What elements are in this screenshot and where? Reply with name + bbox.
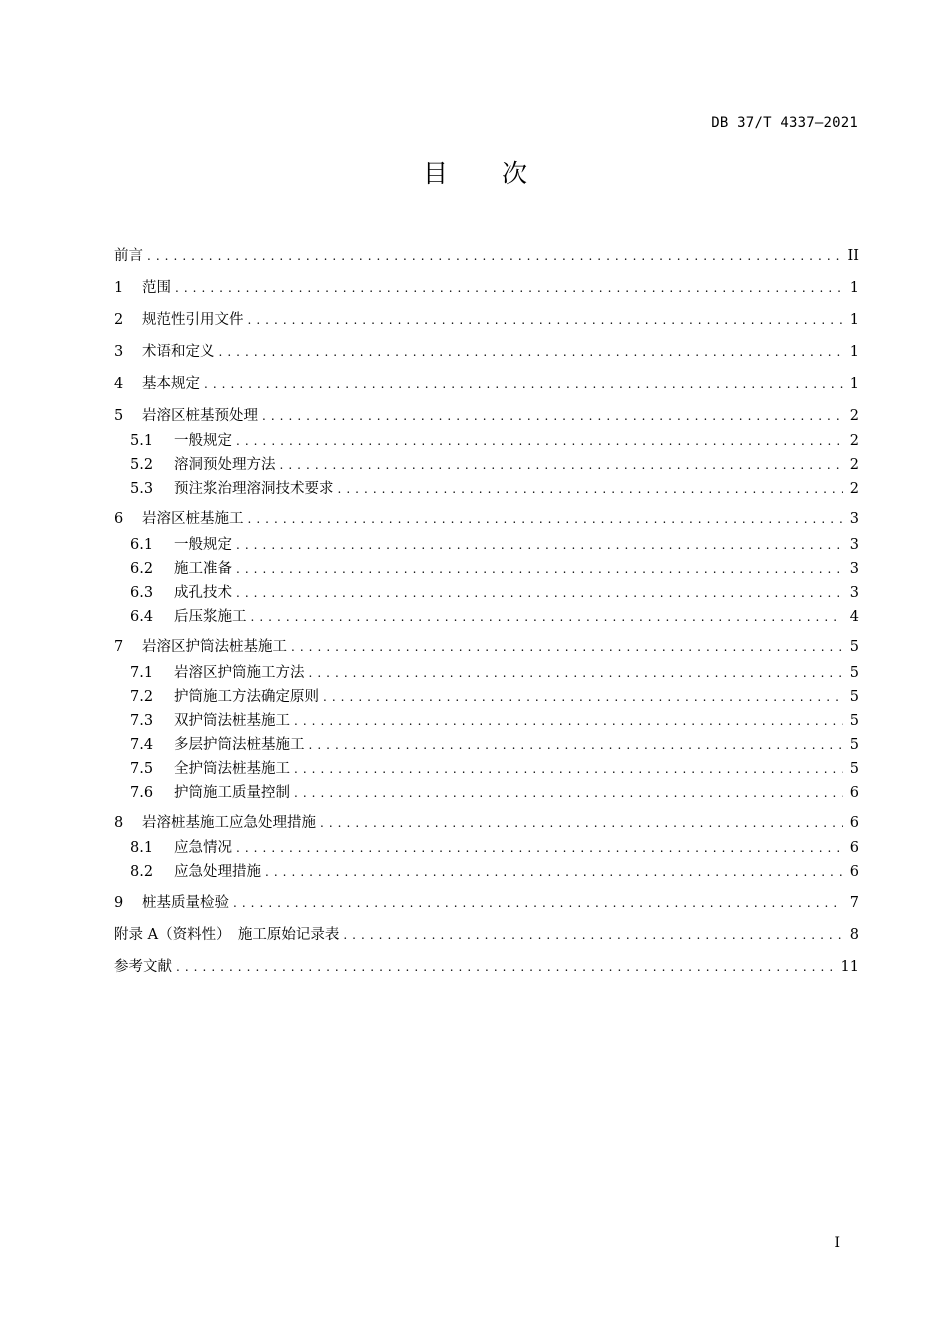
toc-entry-label: 双护筒法桩基施工	[174, 713, 290, 729]
toc-entry-page: 3	[849, 511, 859, 527]
toc-entry-number: 7.4	[130, 737, 154, 753]
toc-entry-label: 一般规定	[174, 433, 232, 449]
toc-dot-leader	[236, 838, 843, 858]
toc-dot-leader	[175, 278, 843, 298]
toc-dot-leader	[291, 637, 843, 657]
document-code: DB 37/T 4337—2021	[711, 115, 858, 131]
toc-dot-leader	[320, 813, 843, 833]
toc-entry[interactable]	[130, 783, 859, 803]
toc-dot-leader	[262, 406, 843, 426]
toc-entry-label: 基本规定	[142, 376, 200, 392]
toc-entry-label: 成孔技术	[174, 585, 232, 601]
toc-entry[interactable]	[130, 838, 859, 858]
toc-dot-leader	[236, 583, 843, 603]
toc-entry-page: 5	[849, 737, 859, 753]
toc-dot-leader	[343, 925, 843, 945]
toc-entry[interactable]	[114, 509, 859, 529]
toc-entry[interactable]	[130, 479, 859, 499]
toc-entry-page: 3	[849, 561, 859, 577]
toc-entry[interactable]	[130, 583, 859, 603]
toc-entry[interactable]	[130, 663, 859, 683]
toc-entry-page: 6	[849, 840, 859, 856]
toc-entry-label: 规范性引用文件	[142, 312, 244, 328]
toc-entry-page: II	[847, 248, 859, 264]
toc-entry-label: 后压浆施工	[174, 609, 247, 625]
toc-entry-number: 7.6	[130, 785, 154, 801]
toc-entry-number: 7.5	[130, 761, 154, 777]
toc-dot-leader	[323, 687, 843, 707]
toc-entry-page: 2	[849, 457, 859, 473]
toc-entry-number: 8	[114, 815, 124, 831]
toc-dot-leader	[219, 342, 844, 362]
toc-entry-page: 3	[849, 585, 859, 601]
toc-entry-label: 前言	[114, 248, 143, 264]
toc-entry-page: 6	[849, 864, 859, 880]
toc-entry-page: 2	[849, 481, 859, 497]
page-number: I	[834, 1235, 840, 1251]
toc-entry[interactable]	[130, 759, 859, 779]
toc-entry-label: 岩溶区护筒施工方法	[174, 665, 305, 681]
toc-entry-page: 5	[849, 761, 859, 777]
toc-entry-page: 2	[849, 433, 859, 449]
toc-dot-leader	[236, 559, 843, 579]
toc-entry-label: 附录 A（资料性） 施工原始记录表	[114, 927, 340, 943]
toc-entry-number: 1	[114, 280, 124, 296]
toc-entry-page: 1	[849, 344, 859, 360]
toc-entry-number: 3	[114, 344, 124, 360]
page-title: 目次	[422, 159, 581, 188]
toc-entry-label: 术语和定义	[142, 344, 215, 360]
toc-entry-page: 7	[849, 895, 859, 911]
toc-dot-leader	[338, 479, 844, 499]
toc-entry[interactable]	[130, 455, 859, 475]
toc-entry[interactable]	[114, 637, 859, 657]
toc-entry-number: 4	[114, 376, 124, 392]
toc-entry-label: 岩溶桩基施工应急处理措施	[142, 815, 316, 831]
toc-entry-label: 一般规定	[174, 537, 232, 553]
toc-entry[interactable]	[130, 711, 859, 731]
toc-entry-number: 6.2	[130, 561, 154, 577]
toc-entry-page: 6	[849, 785, 859, 801]
toc-entry-label: 预注浆治理溶洞技术要求	[174, 481, 334, 497]
toc-entry-label: 岩溶区护筒法桩基施工	[142, 639, 287, 655]
toc-entry-label: 桩基质量检验	[142, 895, 229, 911]
toc-dot-leader	[280, 455, 844, 475]
toc-entry-page: 1	[849, 376, 859, 392]
toc-entry[interactable]	[114, 406, 859, 426]
toc-dot-leader	[265, 862, 843, 882]
toc-entry-page: 5	[849, 665, 859, 681]
toc-dot-leader	[233, 893, 843, 913]
toc-entry-page: 2	[849, 408, 859, 424]
toc-entry[interactable]	[114, 374, 859, 394]
toc-dot-leader	[294, 759, 843, 779]
toc-entry-number: 5.3	[130, 481, 154, 497]
toc-dot-leader	[248, 310, 844, 330]
toc-entry-number: 7.2	[130, 689, 154, 705]
toc-entry-number: 8.1	[130, 840, 154, 856]
toc-entry[interactable]	[130, 607, 859, 627]
toc-dot-leader	[147, 246, 842, 266]
toc-entry-number: 6.3	[130, 585, 154, 601]
toc-entry-page: 5	[849, 689, 859, 705]
toc-entry[interactable]	[114, 278, 859, 298]
toc-dot-leader	[204, 374, 843, 394]
toc-entry-number: 5.1	[130, 433, 154, 449]
toc-entry-label: 应急处理措施	[174, 864, 261, 880]
toc-entry[interactable]	[114, 342, 859, 362]
toc-dot-leader	[236, 431, 843, 451]
toc-entry-label: 参考文献	[114, 959, 172, 975]
toc-entry-label: 护筒施工质量控制	[174, 785, 290, 801]
toc-entry[interactable]	[114, 893, 859, 913]
toc-entry-label: 岩溶区桩基施工	[142, 511, 244, 527]
toc-entry-page: 5	[849, 639, 859, 655]
toc-dot-leader	[294, 711, 843, 731]
toc-entry[interactable]	[114, 957, 859, 977]
toc-dot-leader	[251, 607, 844, 627]
toc-entry-label: 范围	[142, 280, 171, 296]
toc-entry-number: 8.2	[130, 864, 154, 880]
toc-entry-number: 7.3	[130, 713, 154, 729]
toc-entry-number: 2	[114, 312, 124, 328]
toc-entry[interactable]	[130, 559, 859, 579]
toc-dot-leader	[236, 535, 843, 555]
toc-entry-label: 全护筒法桩基施工	[174, 761, 290, 777]
toc-entry-page: 1	[849, 280, 859, 296]
toc-entry-label: 施工准备	[174, 561, 232, 577]
toc-entry-number: 7.1	[130, 665, 154, 681]
toc-entry-label: 应急情况	[174, 840, 232, 856]
toc-entry[interactable]	[130, 431, 859, 451]
toc-entry-number: 9	[114, 895, 124, 911]
toc-entry-number: 6.1	[130, 537, 154, 553]
toc-entry-label: 溶洞预处理方法	[174, 457, 276, 473]
toc-entry-page: 4	[849, 609, 859, 625]
toc-entry-page: 8	[849, 927, 859, 943]
toc-entry-label: 护筒施工方法确定原则	[174, 689, 319, 705]
toc-entry[interactable]	[130, 535, 859, 555]
toc-entry-page: 11	[840, 959, 859, 975]
toc-dot-leader	[309, 663, 844, 683]
toc-entry-page: 3	[849, 537, 859, 553]
toc-entry-label: 多层护筒法桩基施工	[174, 737, 305, 753]
toc-dot-leader	[309, 735, 844, 755]
toc-dot-leader	[176, 957, 835, 977]
toc-entry[interactable]	[130, 687, 859, 707]
toc-dot-leader	[294, 783, 843, 803]
toc-entry-label: 岩溶区桩基预处理	[142, 408, 258, 424]
toc-entry-number: 5	[114, 408, 124, 424]
toc-entry-number: 7	[114, 639, 124, 655]
toc-entry[interactable]	[130, 862, 859, 882]
toc-entry[interactable]	[114, 310, 859, 330]
toc-entry[interactable]	[114, 246, 859, 266]
toc-entry[interactable]	[130, 735, 859, 755]
toc-entry-page: 5	[849, 713, 859, 729]
toc-entry[interactable]	[114, 925, 859, 945]
toc-entry-number: 6	[114, 511, 124, 527]
toc-entry-number: 5.2	[130, 457, 154, 473]
toc-entry-number: 6.4	[130, 609, 154, 625]
toc-entry[interactable]	[114, 813, 859, 833]
toc-entry-page: 6	[849, 815, 859, 831]
toc-entry-page: 1	[849, 312, 859, 328]
toc-dot-leader	[248, 509, 844, 529]
